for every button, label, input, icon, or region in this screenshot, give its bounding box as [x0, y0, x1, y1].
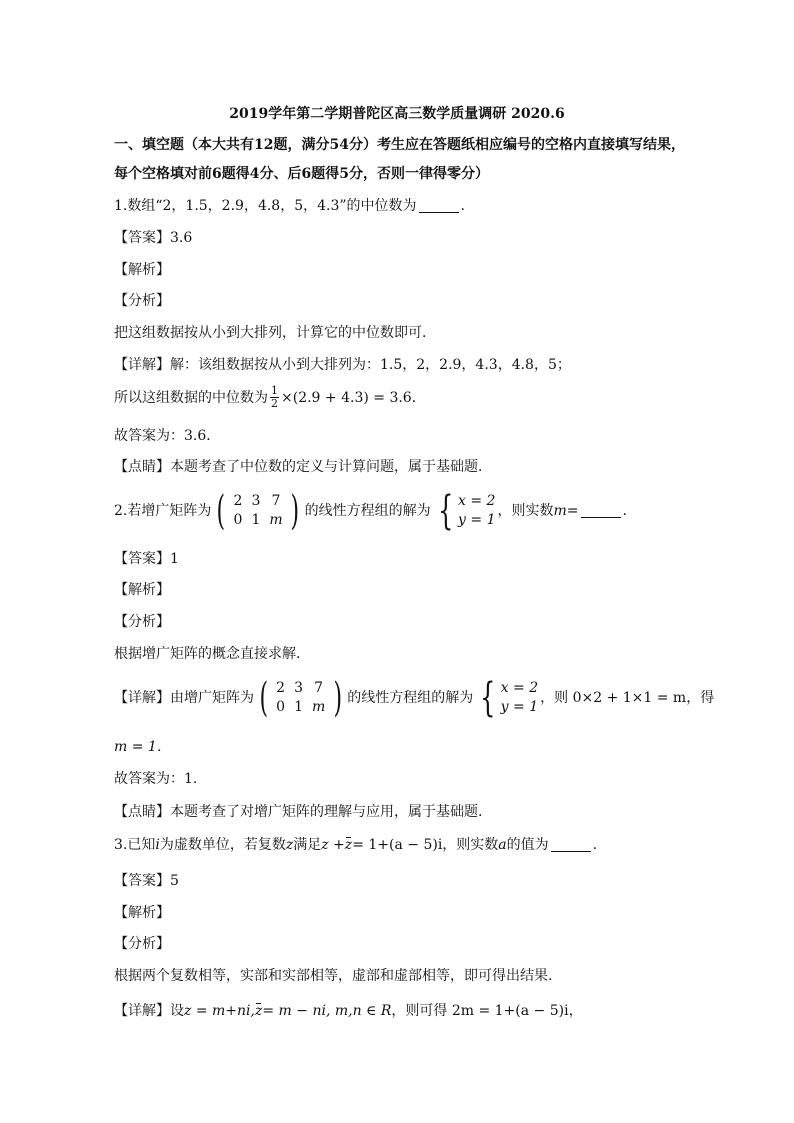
q3-eq-a: z + — [321, 837, 345, 853]
q1-fraction — [270, 385, 279, 410]
q2-question-end: . — [622, 503, 627, 519]
q3-fenxi-text: 根据两个复数相等，实部和实部相等，虚部和虚部相等，即可得出结果. — [114, 968, 553, 984]
q3-imag-unit: i — [155, 837, 160, 853]
q1-fenxi-text: 把这组数据按从小到大排列，计算它的中位数即可． — [114, 325, 436, 341]
q2-remark-text: 本题考查了对增广矩阵的理解与应用，属于基础题. — [170, 804, 483, 820]
q2-analysis-label: 【解析】 — [114, 582, 170, 598]
q1-fraction-denominator: 2 — [271, 397, 278, 410]
detail-label: 【详解】 — [114, 690, 170, 706]
section-header-line1: 一、填空题（本大共有12题，满分54分）考生应在答题纸相应编号的空格内直接填写结果， — [114, 137, 685, 153]
q3-conj-z: z — [344, 837, 353, 853]
q2-detail-system — [475, 675, 539, 721]
matrix-cell: m — [269, 512, 283, 528]
remark-label: 【点睛】 — [114, 459, 170, 475]
q3-var-a: a — [498, 837, 507, 853]
q1-fraction-numerator: 1 — [271, 384, 278, 397]
answer-label: 【答案】 — [114, 551, 170, 567]
q3-question-mid3: ，则实数 — [442, 837, 499, 853]
q3-question-mid1: 为虚数单位，若复数 — [159, 837, 286, 853]
q2-detail-text: 由增广矩阵为 — [170, 690, 254, 706]
system-eq-y: y = 1 — [458, 512, 496, 528]
q3-detail-post: ，则可得 2m = 1+(a − 5)i， — [391, 1003, 583, 1019]
matrix-cell: 2 — [276, 680, 286, 696]
q2-conclusion: 故答案为：1. — [114, 771, 198, 787]
q2-detail-cont: m = 1． — [114, 739, 171, 755]
q1-question-end: . — [460, 198, 465, 214]
q3-detail-eq1: z = m+ni, — [184, 1003, 255, 1019]
left-brace: { — [437, 488, 453, 534]
matrix-cell: 1 — [251, 512, 261, 528]
matrix-cell: 1 — [294, 699, 304, 715]
q1-analysis-label: 【解析】 — [114, 262, 170, 278]
q1-remark — [114, 458, 492, 476]
q1-detail2-text: 所以这组数据的中位数为 — [114, 389, 268, 406]
q1-question-text: 1.数组“2，1.5，2.9，4.8，5，4.3”的中位数为 — [114, 198, 417, 214]
q2-answer-blank — [581, 504, 621, 518]
answer-label: 【答案】 — [114, 873, 170, 889]
q1-answer-value: 3.6 — [170, 230, 193, 246]
q3-question-text: 3.已知 — [114, 837, 156, 853]
q3-question — [114, 836, 597, 854]
left-paren: ( — [216, 488, 226, 534]
q3-detail-eq2: = m − ni, m,n ∈ R — [262, 1003, 392, 1019]
q1-median-expression: ×(2.9 + 4.3) = 3.6． — [281, 389, 426, 406]
matrix-cell: 7 — [314, 680, 324, 696]
q1-detail-text: 解：该组数据按从小到大排列为：1.5，2，2.9，4.3，4.8，5； — [170, 357, 571, 373]
q2-variable: m — [553, 503, 567, 519]
document-title: 2019学年第二学期普陀区高三数学质量调研 2020.6 — [229, 106, 565, 122]
matrix-cell: m — [311, 699, 326, 715]
q2-question — [114, 488, 627, 534]
q3-fenxi-label: 【分析】 — [114, 936, 170, 952]
q1-question — [114, 197, 465, 215]
detail-label: 【详解】 — [114, 357, 170, 373]
q2-solution-system — [433, 488, 496, 534]
system-eq-x: x = 2 — [458, 493, 496, 509]
q3-answer — [114, 872, 179, 890]
left-paren: ( — [259, 675, 269, 721]
q2-question-post: ，则实数 — [497, 503, 554, 519]
q2-answer-value: 1 — [170, 551, 179, 567]
q2-detail-mid: 的线性方程组的解为 — [347, 690, 474, 706]
matrix-grid — [229, 492, 287, 530]
q3-detail — [114, 1002, 583, 1020]
system-eq-y: y = 1 — [500, 699, 539, 715]
matrix-cell: 3 — [251, 493, 261, 509]
q2-remark — [114, 803, 482, 821]
q3-answer-value: 5 — [170, 873, 179, 889]
q3-analysis-label: 【解析】 — [114, 905, 170, 921]
q2-question-text: 2.若增广矩阵为 — [114, 503, 212, 519]
q1-conclusion: 故答案为：3.6． — [114, 428, 221, 444]
q1-answer — [114, 229, 192, 247]
q1-remark-text: 本题考查了中位数的定义与计算问题，属于基础题． — [170, 459, 492, 475]
matrix-cell: 7 — [271, 493, 281, 509]
q3-detail-text: 设 — [170, 1003, 184, 1019]
matrix-cell: 0 — [276, 699, 286, 715]
right-paren: ) — [290, 488, 300, 534]
system-eq-x: x = 2 — [500, 680, 539, 696]
matrix-cell: 3 — [294, 680, 304, 696]
q3-var-z: z — [285, 837, 294, 853]
q2-detail-post: ，则 0×2 + 1×1 = m，得 — [540, 690, 715, 706]
remark-label: 【点睛】 — [114, 804, 170, 820]
q3-question-mid2: 满足 — [293, 837, 322, 853]
q2-equals: = — [566, 503, 579, 519]
q3-question-mid4: 的值为 — [506, 837, 549, 853]
matrix-grid — [272, 679, 330, 717]
q2-fenxi-label: 【分析】 — [114, 614, 170, 630]
q2-detail-matrix — [256, 675, 345, 721]
matrix-cell: 0 — [233, 512, 243, 528]
q2-fenxi-text: 根据增广矩阵的概念直接求解. — [114, 646, 301, 662]
q1-detail — [114, 356, 571, 374]
q2-answer — [114, 550, 179, 568]
q1-detail2 — [114, 385, 426, 410]
q3-question-end: . — [592, 837, 598, 853]
q3-eq-b: = 1+(a − 5)i — [352, 837, 443, 853]
section-header-line2: 每个空格填对前6题得4分、后6题得5分，否则一律得零分） — [114, 166, 489, 182]
q3-detail-conj-z: z — [254, 1003, 263, 1019]
q2-question-mid: 的线性方程组的解为 — [304, 503, 431, 519]
q2-detail — [114, 675, 715, 721]
system-rows — [458, 492, 495, 530]
right-paren: ) — [333, 675, 342, 721]
q1-fenxi-label: 【分析】 — [114, 293, 170, 309]
left-brace: { — [480, 675, 496, 721]
detail-label: 【详解】 — [114, 1003, 170, 1019]
q1-answer-blank — [419, 199, 459, 213]
answer-label: 【答案】 — [114, 230, 170, 246]
q3-answer-blank — [551, 838, 591, 852]
system-rows — [501, 679, 538, 717]
q2-augmented-matrix — [213, 488, 302, 534]
matrix-cell: 2 — [233, 493, 243, 509]
